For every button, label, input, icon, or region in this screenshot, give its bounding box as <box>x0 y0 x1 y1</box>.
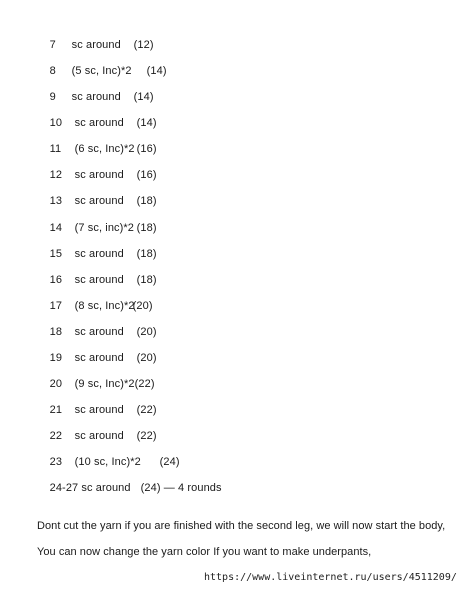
round-number: 14 <box>49 222 63 234</box>
stitch-count: (14) <box>133 91 154 103</box>
round-number: 8 <box>49 65 56 77</box>
round-instruction: sc around <box>74 430 124 442</box>
stitch-count: (20) <box>132 300 153 312</box>
stitch-count: (14) <box>146 65 167 77</box>
round-instruction: sc around <box>74 248 124 260</box>
stitch-count: (16) <box>136 143 157 155</box>
round-instruction: sc around <box>71 91 121 103</box>
round-instruction: sc around <box>74 404 124 416</box>
round-instruction: sc around <box>74 195 124 207</box>
round-instruction: (6 sc, Inc)*2 <box>74 143 135 155</box>
round-instruction: (10 sc, Inc)*2 <box>74 456 141 468</box>
round-number: 11 <box>49 143 62 155</box>
round-number: 16 <box>49 274 63 286</box>
stitch-count: (22) <box>136 430 157 442</box>
stitch-count: (18) <box>136 222 157 234</box>
round-number: 12 <box>49 169 63 181</box>
round-instruction: sc around <box>74 274 124 286</box>
round-number: 23 <box>49 456 63 468</box>
round-instruction: sc around <box>74 326 124 338</box>
stitch-count: (20) <box>136 326 157 338</box>
round-number: 9 <box>49 91 56 103</box>
round-number: 7 <box>49 39 56 51</box>
round-number: 22 <box>49 430 63 442</box>
pattern-row-final <box>37 467 222 509</box>
source-watermark: https://www.liveinternet.ru/users/4511209/ <box>204 572 457 583</box>
stitch-count: (18) <box>136 274 157 286</box>
round-instruction: (9 sc, Inc)*2 <box>74 378 135 390</box>
round-instruction: sc around <box>74 117 124 129</box>
instruction-paragraph: Dont cut the yarn if you are finished with the second leg, we will now start the body, <box>37 520 446 532</box>
round-number: 19 <box>49 352 63 364</box>
round-number: 13 <box>49 195 63 207</box>
round-number: 17 <box>49 300 63 312</box>
instruction-paragraph: You can now change the yarn color If you want to make underpants, <box>37 546 372 558</box>
round-instruction: sc around <box>74 352 124 364</box>
stitch-count: (14) <box>136 117 157 129</box>
round-instruction: sc around <box>71 39 121 51</box>
round-range-instruction: 24-27 sc around <box>49 482 131 494</box>
stitch-count: (16) <box>136 169 157 181</box>
round-number: 21 <box>49 404 63 416</box>
stitch-count: (22) <box>134 378 155 390</box>
stitch-count: (24) <box>159 456 180 468</box>
stitch-count: (18) <box>136 248 157 260</box>
round-instruction: sc around <box>74 169 124 181</box>
stitch-count: (24) — 4 rounds <box>140 482 222 494</box>
round-number: 10 <box>49 117 63 129</box>
stitch-count: (12) <box>133 39 154 51</box>
stitch-count: (18) <box>136 195 157 207</box>
round-number: 20 <box>49 378 63 390</box>
stitch-count: (20) <box>136 352 157 364</box>
round-instruction: (5 sc, Inc)*2 <box>71 65 132 77</box>
round-instruction: (8 sc, Inc)*2 <box>74 300 135 312</box>
round-number: 15 <box>49 248 63 260</box>
round-number: 18 <box>49 326 63 338</box>
round-instruction: (7 sc, inc)*2 <box>74 222 134 234</box>
stitch-count: (22) <box>136 404 157 416</box>
